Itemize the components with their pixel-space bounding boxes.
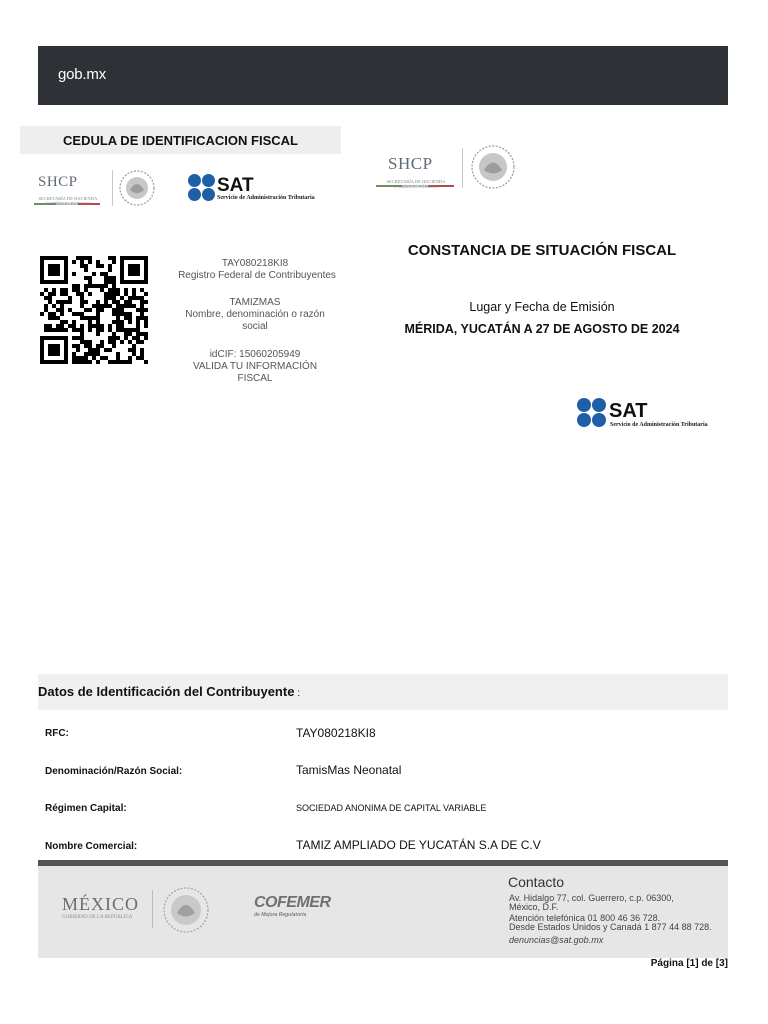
row-value-rfc: TAY080218KI8 [296, 726, 376, 740]
lugar-fecha-label: Lugar y Fecha de Emisión [469, 300, 615, 314]
contact-address-1: Av. Hidalgo 77, col. Guerrero, c.p. 06300, [509, 893, 674, 903]
footer-logo-divider [152, 890, 153, 928]
row-label-nombre-comercial: Nombre Comercial: [45, 841, 138, 852]
cofemer-subtitle: de Mejora Regulatoria [254, 912, 307, 918]
contacto-title: Contacto [508, 874, 565, 890]
sat-wordmark: SAT [217, 175, 254, 196]
mexico-logo [62, 894, 139, 920]
contact-phone-2: Desde Estados Unidos y Canadá 1 877 44 88 728. [509, 922, 712, 932]
row-value-regimen: SOCIEDAD ANONIMA DE CAPITAL VARIABLE [296, 803, 487, 813]
mexico-subtitle: GOBIERNO DE LA REPÚBLICA [62, 915, 133, 920]
logo-divider [112, 170, 113, 206]
contact-address-2: México, D.F. [509, 902, 559, 912]
coat-of-arms-icon [118, 168, 156, 208]
datos-title-text: Datos de Identificación del Contribuyente [38, 684, 295, 699]
coat-of-arms-icon [470, 144, 516, 190]
lugar-fecha-value: MÉRIDA, YUCATÁN A 27 DE AGOSTO DE 2024 [404, 322, 680, 336]
qr-code[interactable] [40, 256, 148, 366]
row-label-razon-social: Denominación/Razón Social: [45, 766, 183, 777]
sat-subtitle: Servicio de Administración Tributaria [217, 195, 315, 201]
idcif-value: idCIF: 15060205949 [209, 349, 301, 360]
rfc-value: TAY080218KI8 [221, 258, 289, 269]
shcp-subtitle-1: SECRETARÍA DE HACIENDA [38, 196, 98, 201]
shcp-logo-small [30, 168, 105, 208]
valida-text-1: VALIDA TU INFORMACIÓN [192, 361, 318, 372]
cofemer-logo [254, 894, 331, 918]
row-value-nombre-comercial: TAMIZ AMPLIADO DE YUCATÁN S.A DE C.V [296, 838, 541, 852]
contact-email-link[interactable]: denuncias@sat.gob.mx [509, 935, 604, 945]
constancia-title: CONSTANCIA DE SITUACIÓN FISCAL [407, 242, 677, 259]
shcp-logo-right [372, 150, 456, 194]
coat-of-arms-icon [162, 886, 210, 934]
sat-subtitle-right: Servicio de Administración Tributaria [610, 422, 708, 428]
logo-divider-right [462, 148, 463, 188]
shcp-subtitle-2-right: Y CRÉDITO PÚBLICO [393, 184, 438, 189]
gob-mx-logo[interactable]: gob.mx [58, 66, 106, 83]
datos-title-mark: : [297, 688, 301, 699]
row-label-regimen: Régimen Capital: [45, 803, 127, 814]
shcp-wordmark-right: SHCP [388, 154, 433, 173]
name-value: TAMIZMAS [229, 297, 281, 308]
shcp-subtitle-2: Y CRÉDITO PÚBLICO [45, 201, 90, 206]
row-label-rfc: RFC: [45, 728, 69, 739]
qr-code-graphic [40, 256, 148, 366]
name-label-2: social [242, 321, 268, 332]
shcp-subtitle-1-right: SECRETARÍA DE HACIENDA [386, 179, 446, 184]
sat-logo-right [577, 398, 728, 430]
shcp-wordmark: SHCP [38, 174, 78, 190]
page-indicator: Página [1] de [3] [650, 958, 728, 969]
datos-section-title [38, 684, 300, 699]
sat-wordmark-right: SAT [609, 400, 648, 422]
sat-logo-small [188, 174, 328, 206]
row-value-razon-social: TamisMas Neonatal [296, 763, 402, 777]
gob-header-bar [38, 46, 728, 105]
contact-phone-1: Atención telefónica 01 800 46 36 728. [509, 913, 661, 923]
footer [38, 866, 728, 958]
datos-section-header [38, 674, 728, 710]
cedula-title: CEDULA DE IDENTIFICACION FISCAL [63, 133, 298, 148]
rfc-label: Registro Federal de Contribuyentes [178, 270, 336, 281]
valida-text-2: FISCAL [237, 373, 273, 384]
cedula-title-bar [20, 126, 341, 154]
cofemer-wordmark: COFEMER [254, 894, 331, 911]
name-label-1: Nombre, denominación o razón [185, 309, 325, 320]
mexico-wordmark: MÉXICO [62, 894, 139, 914]
